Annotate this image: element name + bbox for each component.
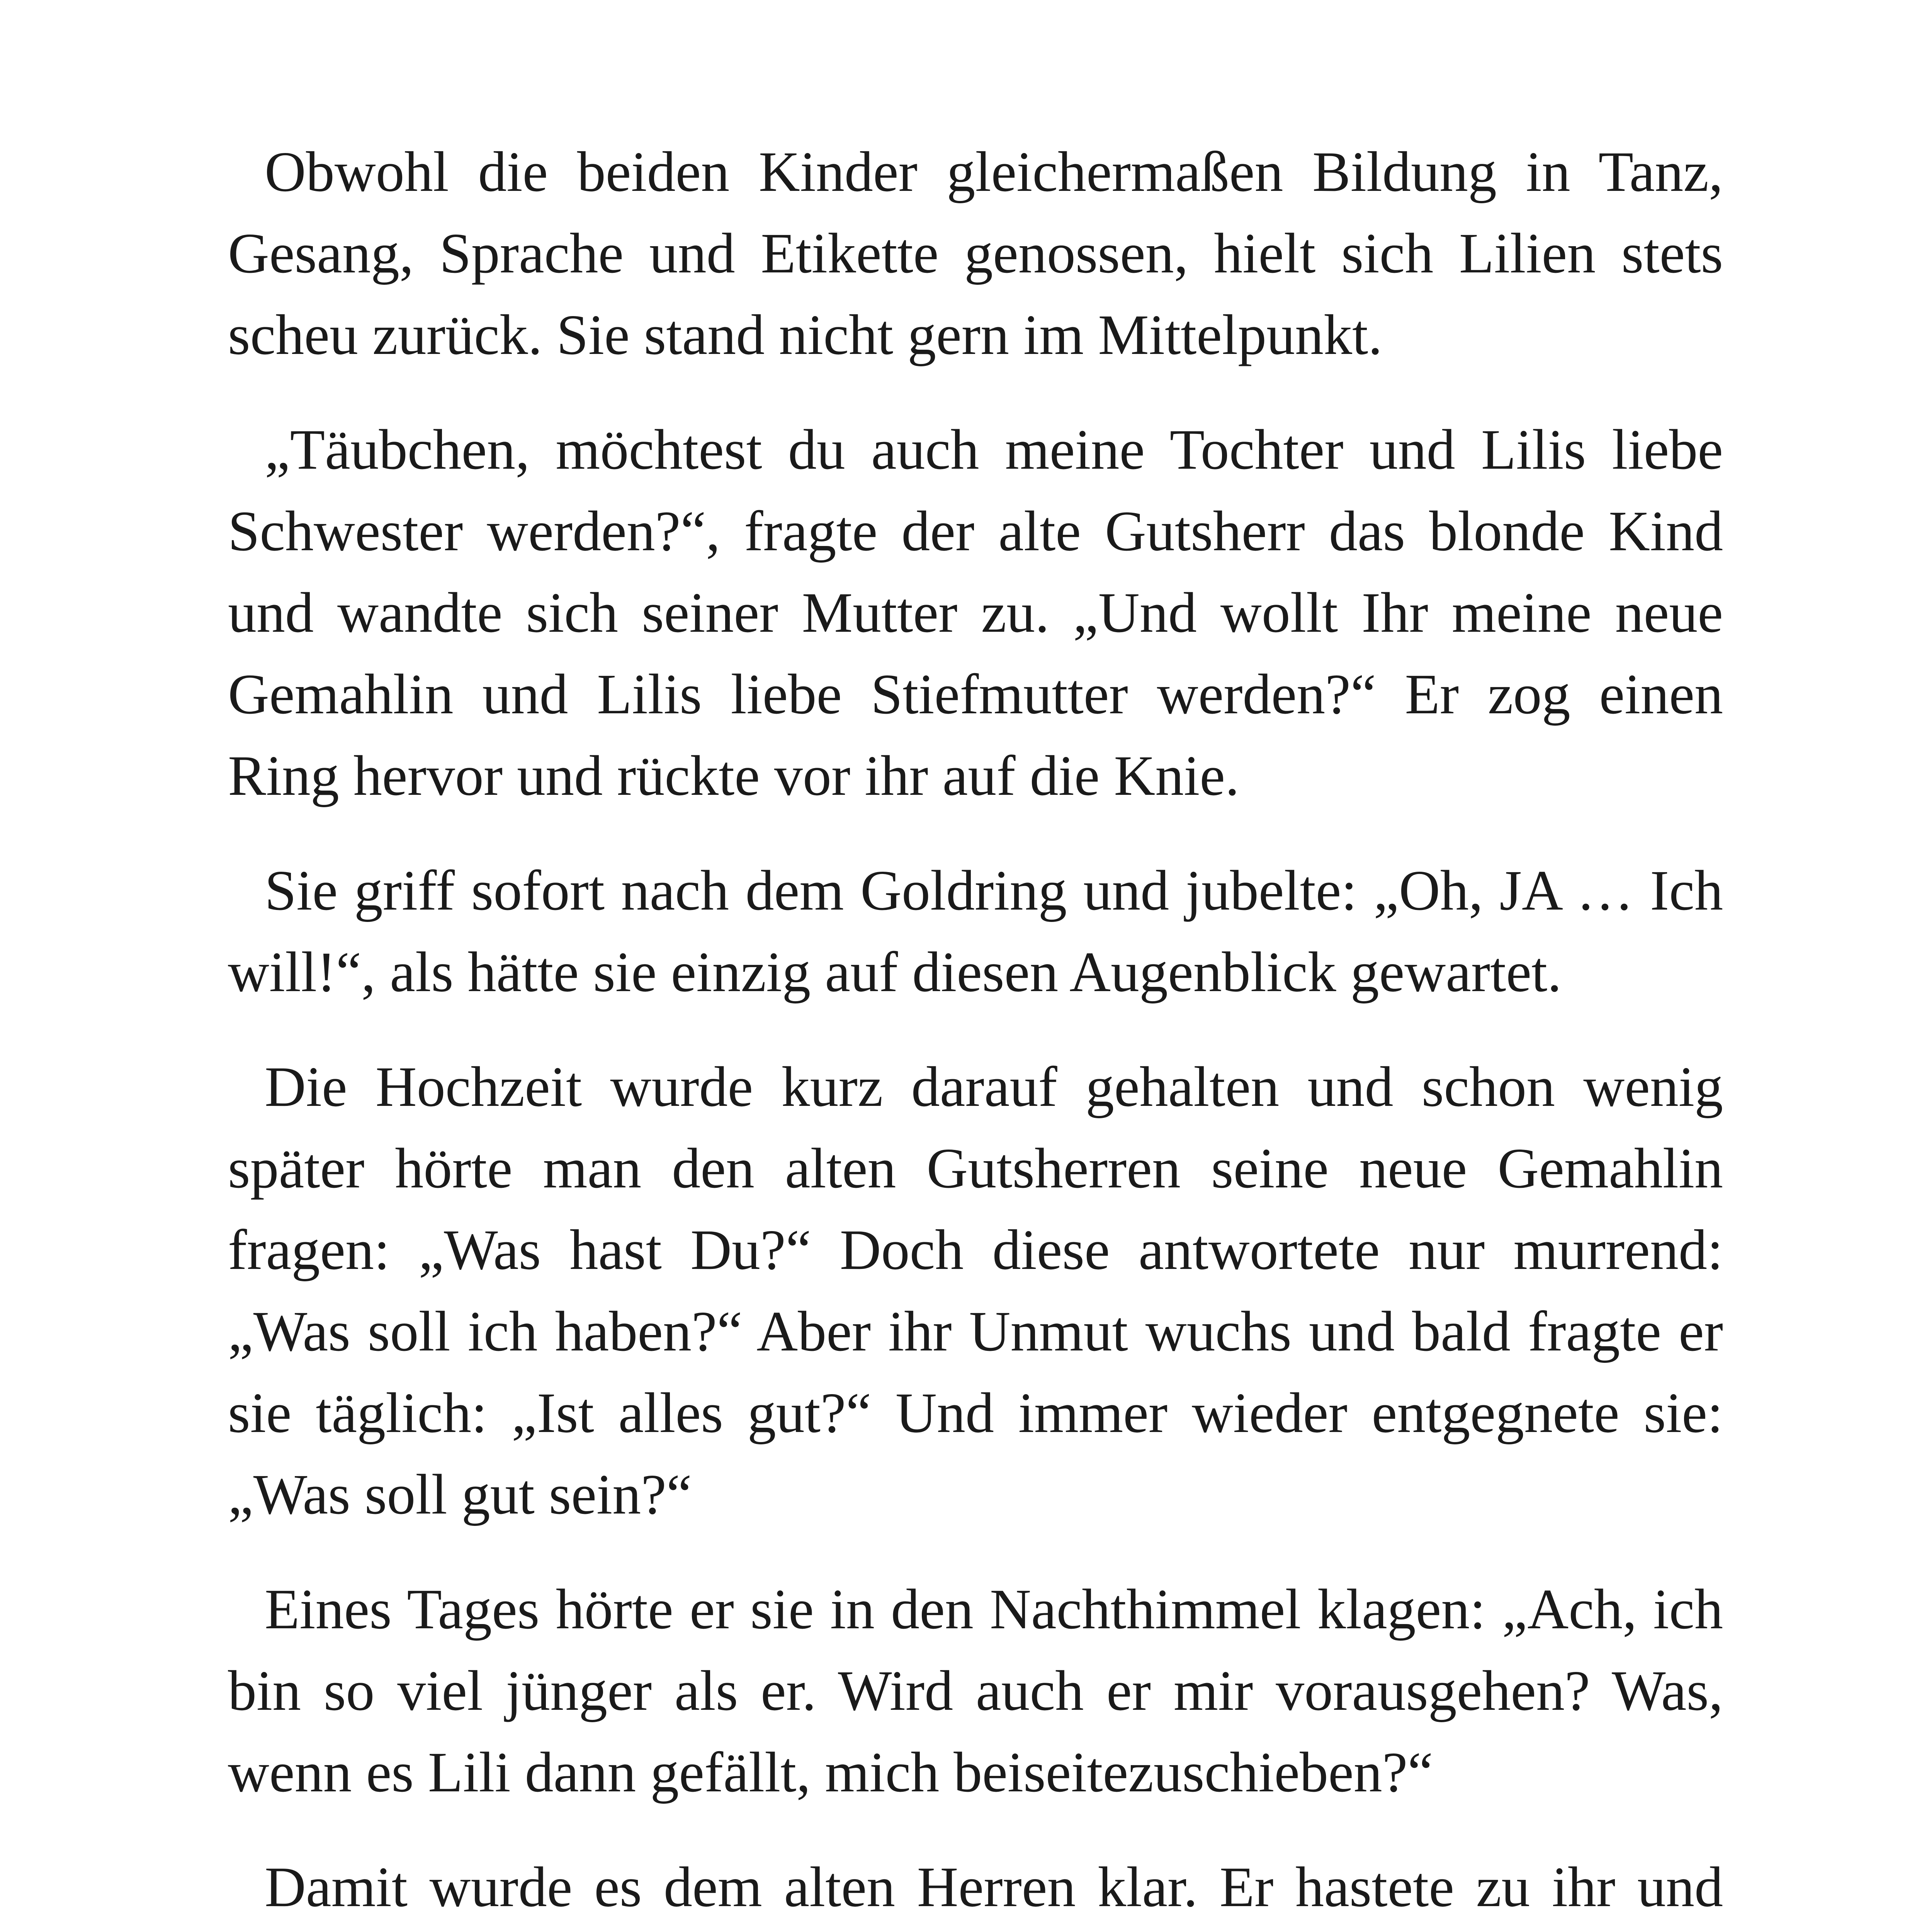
paragraph-4: Die Hochzeit wurde kurz darauf gehalten und schon wenig später hörte man den alten Gutsherren seine neue Gemahlin fragen: „Was hast Du?“ Doch diese antwortete nur murrend: „Was soll ich haben?“ Aber ihr Unmut wuchs und bald fragte er sie täglich: „Ist alles gut?“ Und immer wieder entgegnete sie: „Was soll gut sein?“ <box>228 1055 1723 1526</box>
body-text <box>228 131 1723 1932</box>
paragraph-1: Obwohl die beiden Kinder gleichermaßen Bildung in Tanz, Gesang, Sprache und Etikette genossen, hielt sich Lilien stets scheu zurück. Sie stand nicht gern im Mittelpunkt. <box>228 140 1723 367</box>
paragraph-3: Sie griff sofort nach dem Goldring und jubelte: „Oh, JA … Ich will!“, als hätte sie einzig auf diesen Augenblick gewartet. <box>228 859 1723 1004</box>
paragraph-2: „Täubchen, möchtest du auch meine Tochter und Lilis liebe Schwester werden?“, fragte der alte Gutsherr das blonde Kind und wandte sich seiner Mutter zu. „Und wollt Ihr meine neue Gemahlin und Lilis liebe Stiefmutter werden?“ Er zog einen Ring hervor und rückte vor ihr auf die Knie. <box>228 418 1723 808</box>
paragraph-6: Damit wurde es dem alten Herren klar. Er hastete zu ihr und <box>265 1855 1723 1919</box>
paragraph-5: Eines Tages hörte er sie in den Nachthimmel klagen: „Ach, ich bin so viel jünger als er. Wird auch er mir vorausgehen? Was, wenn es Lili dann gefällt, mich beiseitezuschieben?“ <box>228 1578 1723 1804</box>
